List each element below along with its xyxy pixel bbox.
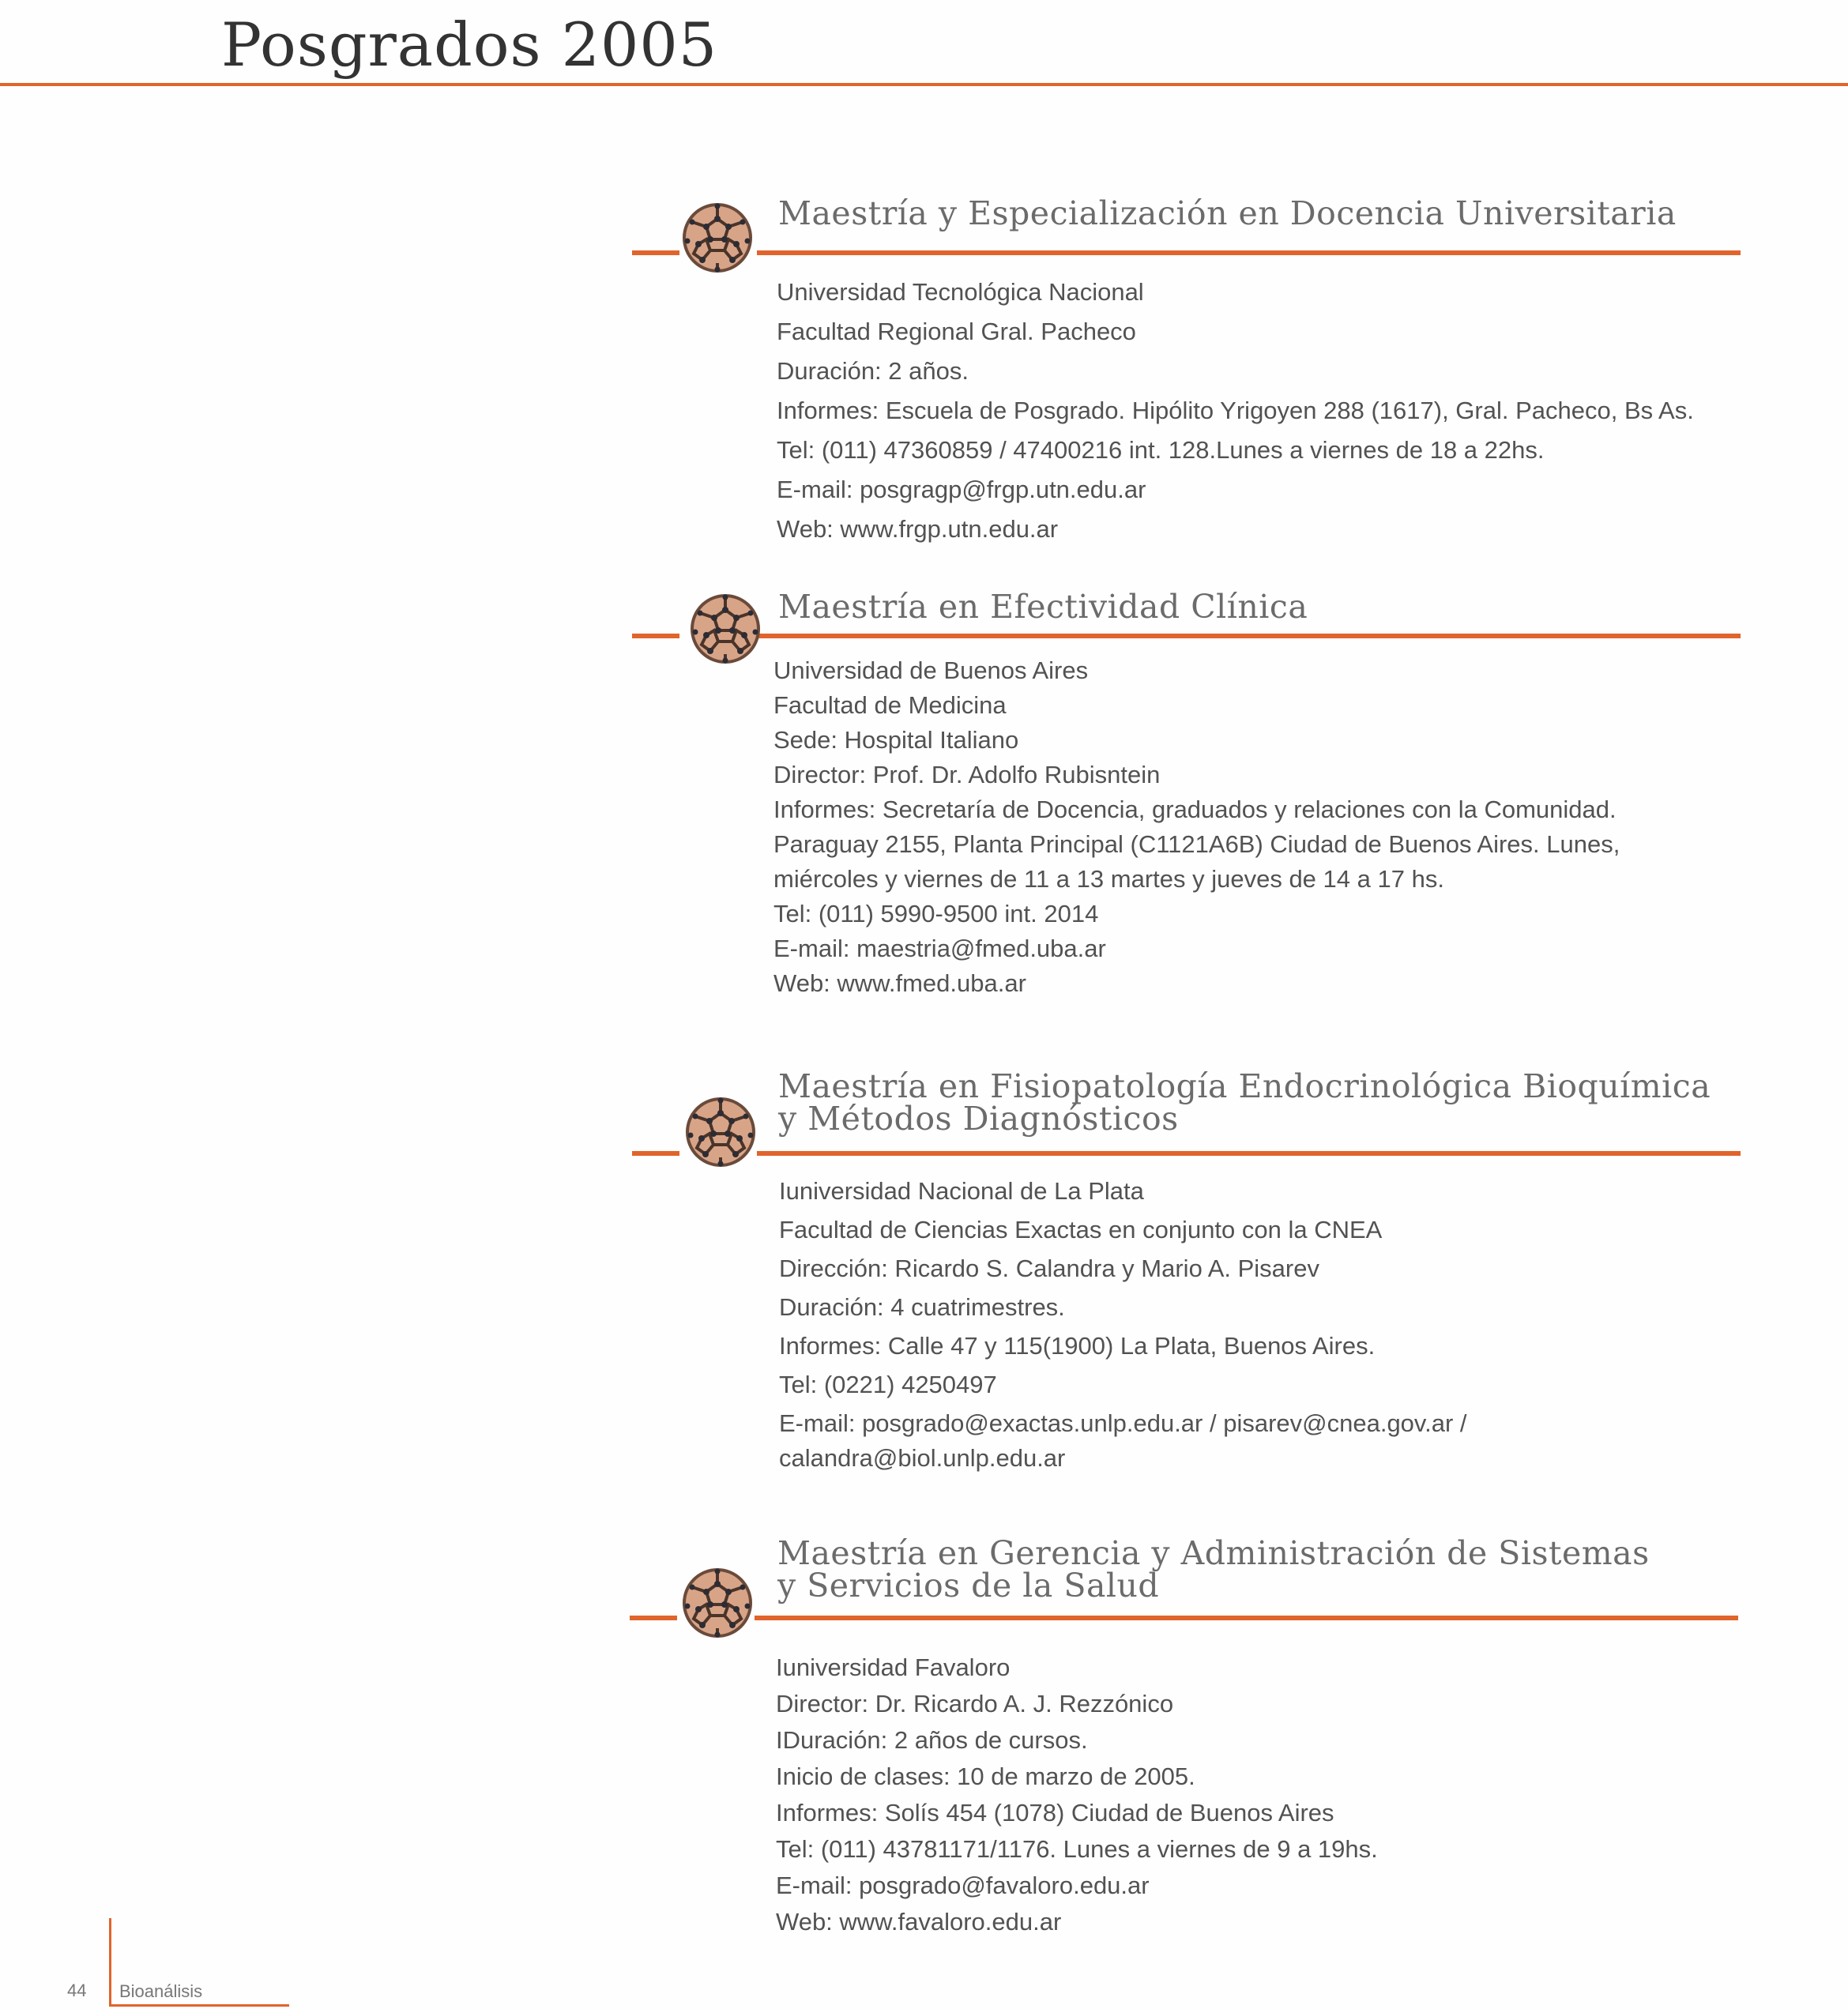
header-rule [0, 83, 1848, 86]
director-text: Director: Prof. Dr. Adolfo Rubisntein [773, 761, 1161, 788]
informes-text-cont: miércoles y viernes de 11 a 13 martes y jueves de 14 a 17 hs. [773, 865, 1444, 893]
web-text: Web: www.frgp.utn.edu.ar [777, 515, 1059, 543]
buckyball-icon [681, 201, 754, 274]
entry-details [776, 1650, 1378, 1940]
duration-text: IDuración: 2 años de cursos. [776, 1726, 1088, 1754]
entry-details [773, 653, 1620, 1001]
venue-text: Sede: Hospital Italiano [773, 726, 1019, 754]
web-text: Web: www.favaloro.edu.ar [776, 1908, 1062, 1936]
institution-name: Universidad Tecnológica Nacional [777, 278, 1144, 306]
director-text: Director: Dr. Ricardo A. J. Rezzónico [776, 1690, 1174, 1717]
footer-divider [109, 1918, 111, 2007]
phone-text: Tel: (011) 43781171/1176. Lunes a viernes de 9 a 19hs. [776, 1835, 1378, 1863]
email-text: E-mail: posgrado@exactas.unlp.edu.ar / pisarev@cnea.gov.ar / [779, 1409, 1467, 1437]
web-text: Web: www.fmed.uba.ar [773, 969, 1026, 997]
phone-text: Tel: (011) 5990-9500 int. 2014 [773, 900, 1099, 927]
entry-rule-left [630, 1616, 677, 1620]
entry-rule-left [632, 250, 679, 255]
institution-name: Iuniversidad Favaloro [776, 1653, 1011, 1681]
phone-text: Tel: (011) 47360859 / 47400216 int. 128.Lunes a viernes de 18 a 22hs. [777, 436, 1545, 464]
institution-name: Iuniversidad Nacional de La Plata [779, 1177, 1144, 1205]
entry-title: Maestría en Fisiopatología Endocrinológica Bioquímica y Métodos Diagnósticos [778, 1067, 1711, 1138]
institution-name: Universidad de Buenos Aires [773, 656, 1089, 684]
faculty-name: Facultad Regional Gral. Pacheco [777, 318, 1136, 345]
entry-details [779, 1172, 1467, 1477]
entry-rule-right [757, 1151, 1741, 1156]
entry-rule-right [757, 634, 1741, 638]
faculty-name: Facultad de Ciencias Exactas en conjunto con la CNEA [779, 1216, 1383, 1243]
email-text: E-mail: posgrado@favaloro.edu.ar [776, 1872, 1150, 1899]
entry-rule-right [757, 250, 1741, 255]
faculty-name: Facultad de Medicina [773, 691, 1007, 719]
duration-text: Duración: 4 cuatrimestres. [779, 1293, 1065, 1321]
email-text: E-mail: maestria@fmed.uba.ar [773, 935, 1106, 962]
buckyball-icon [681, 1567, 754, 1639]
page-title: Posgrados 2005 [221, 9, 718, 80]
entry-rule-right [755, 1616, 1738, 1620]
publication-name: Bioanálisis [119, 1981, 203, 2001]
phone-text: Tel: (0221) 4250497 [779, 1371, 997, 1398]
director-text: Dirección: Ricardo S. Calandra y Mario A. Pisarev [779, 1255, 1319, 1282]
informes-text: Informes: Solís 454 (1078) Ciudad de Buenos Aires [776, 1799, 1334, 1827]
entry-rule-left [632, 1151, 679, 1156]
entry-title: Maestría en Efectividad Clínica [778, 588, 1308, 626]
buckyball-icon [684, 1096, 757, 1168]
footer-rule [109, 2004, 289, 2007]
email-text: E-mail: posgragp@frgp.utn.edu.ar [777, 476, 1146, 503]
entry-title: Maestría en Gerencia y Administración de Sistemas y Servicios de la Salud [777, 1534, 1650, 1605]
email-text-cont: calandra@biol.unlp.edu.ar [779, 1444, 1066, 1472]
entry-title: Maestría y Especialización en Docencia Universitaria [778, 194, 1677, 232]
informes-text: Informes: Calle 47 y 115(1900) La Plata, Buenos Aires. [779, 1332, 1376, 1360]
entry-rule-left [632, 634, 679, 638]
informes-text: Informes: Escuela de Posgrado. Hipólito Yrigoyen 288 (1617), Gral. Pacheco, Bs As. [777, 397, 1694, 424]
page-number: 44 [67, 1981, 87, 2000]
duration-text: Duración: 2 años. [777, 357, 969, 385]
start-date-text: Inicio de clases: 10 de marzo de 2005. [776, 1763, 1195, 1790]
informes-text: Informes: Secretaría de Docencia, graduados y relaciones con la Comunidad. [773, 796, 1617, 823]
entry-details [777, 273, 1694, 549]
informes-text-cont: Paraguay 2155, Planta Principal (C1121A6B) Ciudad de Buenos Aires. Lunes, [773, 830, 1620, 858]
buckyball-icon [689, 593, 762, 665]
